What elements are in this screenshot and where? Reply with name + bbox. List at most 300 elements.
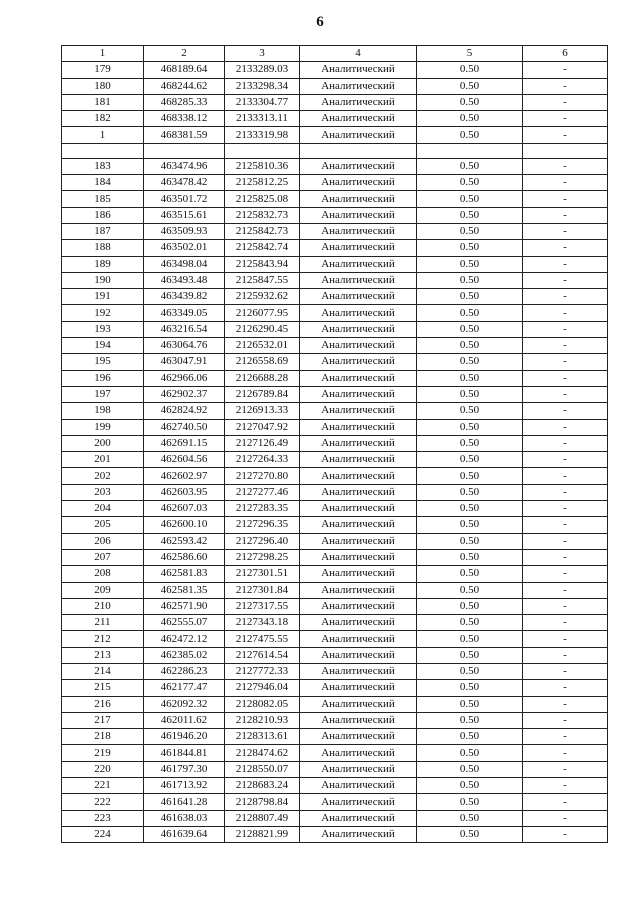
table-cell: Аналитический [300, 175, 417, 191]
table-cell: 2128550.07 [225, 761, 300, 777]
table-cell: 463478.42 [144, 175, 225, 191]
table-cell: 202 [62, 468, 144, 484]
table-cell: 463349.05 [144, 305, 225, 321]
page-number: 6 [316, 14, 324, 30]
table-cell: 462581.35 [144, 582, 225, 598]
table-row [62, 663, 608, 679]
table-cell: Аналитический [300, 370, 417, 386]
table-cell: 185 [62, 191, 144, 207]
table-cell: - [523, 566, 608, 582]
table-row [62, 435, 608, 451]
table-cell: 206 [62, 533, 144, 549]
column-header: 3 [225, 46, 300, 62]
table-cell: 212 [62, 631, 144, 647]
table-cell: 194 [62, 338, 144, 354]
table-cell: 2127301.51 [225, 566, 300, 582]
table-body [62, 46, 608, 843]
table-cell: 2125812.25 [225, 175, 300, 191]
table-cell: 2127614.54 [225, 647, 300, 663]
table-cell: Аналитический [300, 435, 417, 451]
table-cell: 0.50 [417, 419, 523, 435]
table-cell: 201 [62, 452, 144, 468]
table-cell: 468189.64 [144, 62, 225, 78]
table-cell: 2127343.18 [225, 615, 300, 631]
table-cell: 2126688.28 [225, 370, 300, 386]
table-cell: 182 [62, 111, 144, 127]
table-row [62, 240, 608, 256]
table-header-row [62, 46, 608, 62]
table-cell: - [523, 517, 608, 533]
table-cell: - [523, 582, 608, 598]
table-row [62, 289, 608, 305]
table-cell: 2126558.69 [225, 354, 300, 370]
table-cell: 0.50 [417, 62, 523, 78]
table-cell: 0.50 [417, 663, 523, 679]
table-cell: 187 [62, 223, 144, 239]
table-cell: 0.50 [417, 598, 523, 614]
table-cell: 213 [62, 647, 144, 663]
table-cell: Аналитический [300, 517, 417, 533]
table-cell: - [523, 435, 608, 451]
table-cell: 2127126.49 [225, 435, 300, 451]
table-cell: 0.50 [417, 158, 523, 174]
table-cell: 179 [62, 62, 144, 78]
table-cell: - [523, 712, 608, 728]
table-cell: 2133289.03 [225, 62, 300, 78]
table-row [62, 94, 608, 110]
table-row [62, 778, 608, 794]
table-cell: 1 [62, 127, 144, 143]
table-row [62, 207, 608, 223]
table-row [62, 321, 608, 337]
table-cell: 184 [62, 175, 144, 191]
table-cell: 461946.20 [144, 729, 225, 745]
table-cell: 2128821.99 [225, 826, 300, 842]
table-cell: 462691.15 [144, 435, 225, 451]
table-cell: 0.50 [417, 354, 523, 370]
table-cell: - [523, 794, 608, 810]
table-cell: 463064.76 [144, 338, 225, 354]
table-cell: - [523, 778, 608, 794]
table-cell: - [523, 826, 608, 842]
table-cell: 2125810.36 [225, 158, 300, 174]
table-cell: 181 [62, 94, 144, 110]
table-cell: 0.50 [417, 745, 523, 761]
table-cell: 186 [62, 207, 144, 223]
table-row [62, 533, 608, 549]
table-cell: - [523, 223, 608, 239]
table-cell: Аналитический [300, 663, 417, 679]
table-row [62, 810, 608, 826]
table-row [62, 175, 608, 191]
table-cell [144, 143, 225, 158]
table-cell: 2127298.25 [225, 549, 300, 565]
table-row [62, 127, 608, 143]
table-row [62, 386, 608, 402]
table-cell: 196 [62, 370, 144, 386]
table-cell: 207 [62, 549, 144, 565]
table-cell: Аналитический [300, 158, 417, 174]
table-cell: 2133319.98 [225, 127, 300, 143]
table-cell: Аналитический [300, 191, 417, 207]
table-cell: 222 [62, 794, 144, 810]
table-cell: 0.50 [417, 484, 523, 500]
table-cell: 2126290.45 [225, 321, 300, 337]
table-cell: 0.50 [417, 517, 523, 533]
table-cell: 0.50 [417, 826, 523, 842]
table-cell: Аналитический [300, 305, 417, 321]
table-cell: - [523, 175, 608, 191]
table-cell: - [523, 663, 608, 679]
table-cell: 462602.97 [144, 468, 225, 484]
table-cell: Аналитический [300, 631, 417, 647]
table-cell [62, 143, 144, 158]
table-cell: 462604.56 [144, 452, 225, 468]
table-cell: - [523, 370, 608, 386]
table-row [62, 158, 608, 174]
table-cell: 2125843.94 [225, 256, 300, 272]
table-cell: 197 [62, 386, 144, 402]
table-cell: 463502.01 [144, 240, 225, 256]
table-cell: 468338.12 [144, 111, 225, 127]
table-cell: 468381.59 [144, 127, 225, 143]
table-cell: Аналитический [300, 696, 417, 712]
table-cell: 215 [62, 680, 144, 696]
table-cell: Аналитический [300, 78, 417, 94]
table-cell: 2133313.11 [225, 111, 300, 127]
table-cell: 2128210.93 [225, 712, 300, 728]
table-cell: 462966.06 [144, 370, 225, 386]
table-cell: 193 [62, 321, 144, 337]
table-cell: 204 [62, 501, 144, 517]
table-cell: 0.50 [417, 386, 523, 402]
table-cell: 463493.48 [144, 272, 225, 288]
table-cell: - [523, 452, 608, 468]
table-cell: 461641.28 [144, 794, 225, 810]
table-cell: - [523, 127, 608, 143]
table-cell: 0.50 [417, 175, 523, 191]
table-cell: 0.50 [417, 191, 523, 207]
table-row [62, 272, 608, 288]
table-cell [225, 143, 300, 158]
table-cell: 2127296.40 [225, 533, 300, 549]
table-cell: 2128807.49 [225, 810, 300, 826]
table-cell: 183 [62, 158, 144, 174]
table-cell: 461797.30 [144, 761, 225, 777]
table-cell: 463498.04 [144, 256, 225, 272]
table-cell: 2125932.62 [225, 289, 300, 305]
table-cell: 189 [62, 256, 144, 272]
table-cell: 219 [62, 745, 144, 761]
column-header: 2 [144, 46, 225, 62]
table-cell: Аналитический [300, 615, 417, 631]
table-cell: - [523, 386, 608, 402]
table-cell: 0.50 [417, 272, 523, 288]
table-cell: 0.50 [417, 566, 523, 582]
table-cell: 224 [62, 826, 144, 842]
table-cell: 0.50 [417, 712, 523, 728]
table-cell: Аналитический [300, 468, 417, 484]
table-cell: - [523, 207, 608, 223]
table-cell: 463439.82 [144, 289, 225, 305]
table-cell: 0.50 [417, 305, 523, 321]
table-cell: 2125832.73 [225, 207, 300, 223]
table-cell: 2128313.61 [225, 729, 300, 745]
table-row [62, 761, 608, 777]
table-row [62, 143, 608, 158]
table-cell: 463216.54 [144, 321, 225, 337]
table-cell: 0.50 [417, 370, 523, 386]
table-cell: 214 [62, 663, 144, 679]
table-cell: 223 [62, 810, 144, 826]
table-cell: 2128082.05 [225, 696, 300, 712]
table-cell: 2128798.84 [225, 794, 300, 810]
table-cell: 2128474.62 [225, 745, 300, 761]
table-cell: 0.50 [417, 94, 523, 110]
table-cell: Аналитический [300, 729, 417, 745]
table-cell: Аналитический [300, 566, 417, 582]
table-cell: 221 [62, 778, 144, 794]
table-cell: Аналитический [300, 94, 417, 110]
table-row [62, 223, 608, 239]
table-cell: - [523, 631, 608, 647]
table-cell: Аналитический [300, 207, 417, 223]
table-cell: 203 [62, 484, 144, 500]
table-cell: - [523, 729, 608, 745]
table-cell: - [523, 598, 608, 614]
table-cell: 2125825.08 [225, 191, 300, 207]
table-cell: - [523, 256, 608, 272]
table-cell: 0.50 [417, 207, 523, 223]
table-cell: 461639.64 [144, 826, 225, 842]
table-cell: - [523, 111, 608, 127]
table-cell: - [523, 94, 608, 110]
table-cell: Аналитический [300, 778, 417, 794]
table-cell: 462593.42 [144, 533, 225, 549]
table-cell: 463047.91 [144, 354, 225, 370]
table-cell: 0.50 [417, 729, 523, 745]
table-cell: 220 [62, 761, 144, 777]
table-cell: 462586.60 [144, 549, 225, 565]
table-cell: - [523, 419, 608, 435]
table-row [62, 452, 608, 468]
table-cell: 0.50 [417, 696, 523, 712]
table-cell: 0.50 [417, 680, 523, 696]
table-cell: 0.50 [417, 452, 523, 468]
table-cell [523, 143, 608, 158]
table-row [62, 78, 608, 94]
table-cell: 2133304.77 [225, 94, 300, 110]
table-cell: 0.50 [417, 468, 523, 484]
table-cell: 2125847.55 [225, 272, 300, 288]
table-row [62, 354, 608, 370]
table-cell: 208 [62, 566, 144, 582]
table-cell: 2127317.55 [225, 598, 300, 614]
table-cell: 0.50 [417, 321, 523, 337]
table-cell: Аналитический [300, 549, 417, 565]
table-row [62, 615, 608, 631]
table-cell: 0.50 [417, 501, 523, 517]
table-cell: 0.50 [417, 761, 523, 777]
table-cell: 0.50 [417, 240, 523, 256]
table-cell: 461844.81 [144, 745, 225, 761]
table-cell: 2128683.24 [225, 778, 300, 794]
table-cell: Аналитический [300, 403, 417, 419]
table-cell: Аналитический [300, 256, 417, 272]
table-cell: 2133298.34 [225, 78, 300, 94]
table-cell: Аналитический [300, 338, 417, 354]
table-cell: 211 [62, 615, 144, 631]
table-cell: Аналитический [300, 826, 417, 842]
table-cell: 216 [62, 696, 144, 712]
coordinates-table [61, 45, 608, 843]
table-row [62, 484, 608, 500]
table-cell: - [523, 647, 608, 663]
table-cell: 2127283.35 [225, 501, 300, 517]
table-cell: 462902.37 [144, 386, 225, 402]
table-cell: - [523, 533, 608, 549]
table-cell: 210 [62, 598, 144, 614]
table-cell: Аналитический [300, 501, 417, 517]
table-cell: Аналитический [300, 582, 417, 598]
table-cell: 0.50 [417, 794, 523, 810]
table-cell: - [523, 745, 608, 761]
table-cell: 180 [62, 78, 144, 94]
table-row [62, 745, 608, 761]
table-row [62, 826, 608, 842]
table-cell: 0.50 [417, 778, 523, 794]
table-cell: - [523, 468, 608, 484]
table-cell: 0.50 [417, 549, 523, 565]
table-row [62, 62, 608, 78]
table-row [62, 647, 608, 663]
table-cell: 0.50 [417, 615, 523, 631]
table-cell: 217 [62, 712, 144, 728]
table-row [62, 191, 608, 207]
table-row [62, 729, 608, 745]
column-header: 4 [300, 46, 417, 62]
table-cell: 2126077.95 [225, 305, 300, 321]
table-cell: - [523, 158, 608, 174]
table-row [62, 468, 608, 484]
column-header: 1 [62, 46, 144, 62]
table-cell: Аналитический [300, 647, 417, 663]
table-cell: 2127296.35 [225, 517, 300, 533]
table-cell: 190 [62, 272, 144, 288]
table-cell: - [523, 484, 608, 500]
table-cell: 2127772.33 [225, 663, 300, 679]
table-cell: 2127270.80 [225, 468, 300, 484]
table-cell: - [523, 354, 608, 370]
table-cell: Аналитический [300, 354, 417, 370]
table-row [62, 549, 608, 565]
table-cell: Аналитический [300, 127, 417, 143]
table-cell: Аналитический [300, 680, 417, 696]
table-cell: 0.50 [417, 289, 523, 305]
table-cell: 462824.92 [144, 403, 225, 419]
table-cell: Аналитический [300, 452, 417, 468]
table-cell: - [523, 680, 608, 696]
table-cell: - [523, 321, 608, 337]
table-cell: 462600.10 [144, 517, 225, 533]
table-row [62, 338, 608, 354]
table-cell: Аналитический [300, 111, 417, 127]
table-cell: - [523, 810, 608, 826]
table-cell: - [523, 403, 608, 419]
table-cell: 462571.90 [144, 598, 225, 614]
table-cell: 463515.61 [144, 207, 225, 223]
table-cell: 2127047.92 [225, 419, 300, 435]
table-cell: 2127264.33 [225, 452, 300, 468]
table-cell: 2125842.74 [225, 240, 300, 256]
table-cell: Аналитический [300, 223, 417, 239]
table-cell: 0.50 [417, 223, 523, 239]
table-cell: 2126532.01 [225, 338, 300, 354]
table-cell: Аналитический [300, 484, 417, 500]
table-cell: 463474.96 [144, 158, 225, 174]
table-row [62, 419, 608, 435]
table-cell: Аналитический [300, 419, 417, 435]
table-cell: 0.50 [417, 435, 523, 451]
table-row [62, 256, 608, 272]
table-cell: 462286.23 [144, 663, 225, 679]
table-row [62, 305, 608, 321]
table-cell: 462092.32 [144, 696, 225, 712]
table-cell: Аналитический [300, 598, 417, 614]
column-header: 6 [523, 46, 608, 62]
table-row [62, 111, 608, 127]
table-cell: 462740.50 [144, 419, 225, 435]
table-cell: 462011.62 [144, 712, 225, 728]
table-cell: 209 [62, 582, 144, 598]
table-cell: 462385.02 [144, 647, 225, 663]
table-cell: 195 [62, 354, 144, 370]
table-cell: - [523, 289, 608, 305]
table-cell: 462603.95 [144, 484, 225, 500]
table-cell: Аналитический [300, 386, 417, 402]
table-row [62, 631, 608, 647]
table-cell: 461713.92 [144, 778, 225, 794]
table-cell: Аналитический [300, 533, 417, 549]
table-cell: - [523, 549, 608, 565]
table-cell: 462177.47 [144, 680, 225, 696]
table-cell: 0.50 [417, 338, 523, 354]
table-cell: 0.50 [417, 78, 523, 94]
table-cell: 0.50 [417, 111, 523, 127]
table-row [62, 566, 608, 582]
table-cell: Аналитический [300, 712, 417, 728]
table-cell: 0.50 [417, 582, 523, 598]
table-cell: 218 [62, 729, 144, 745]
table-cell: Аналитический [300, 761, 417, 777]
table-cell: - [523, 240, 608, 256]
column-header: 5 [417, 46, 523, 62]
table-row [62, 517, 608, 533]
table-cell: 200 [62, 435, 144, 451]
table-cell: Аналитический [300, 272, 417, 288]
table-cell: 2127946.04 [225, 680, 300, 696]
table-cell: Аналитический [300, 810, 417, 826]
table-cell: 199 [62, 419, 144, 435]
table-cell: 468285.33 [144, 94, 225, 110]
table-cell: 463509.93 [144, 223, 225, 239]
table-row [62, 712, 608, 728]
table-cell: - [523, 761, 608, 777]
table-row [62, 403, 608, 419]
table-cell: 205 [62, 517, 144, 533]
table-cell: 0.50 [417, 810, 523, 826]
table-cell: 0.50 [417, 647, 523, 663]
